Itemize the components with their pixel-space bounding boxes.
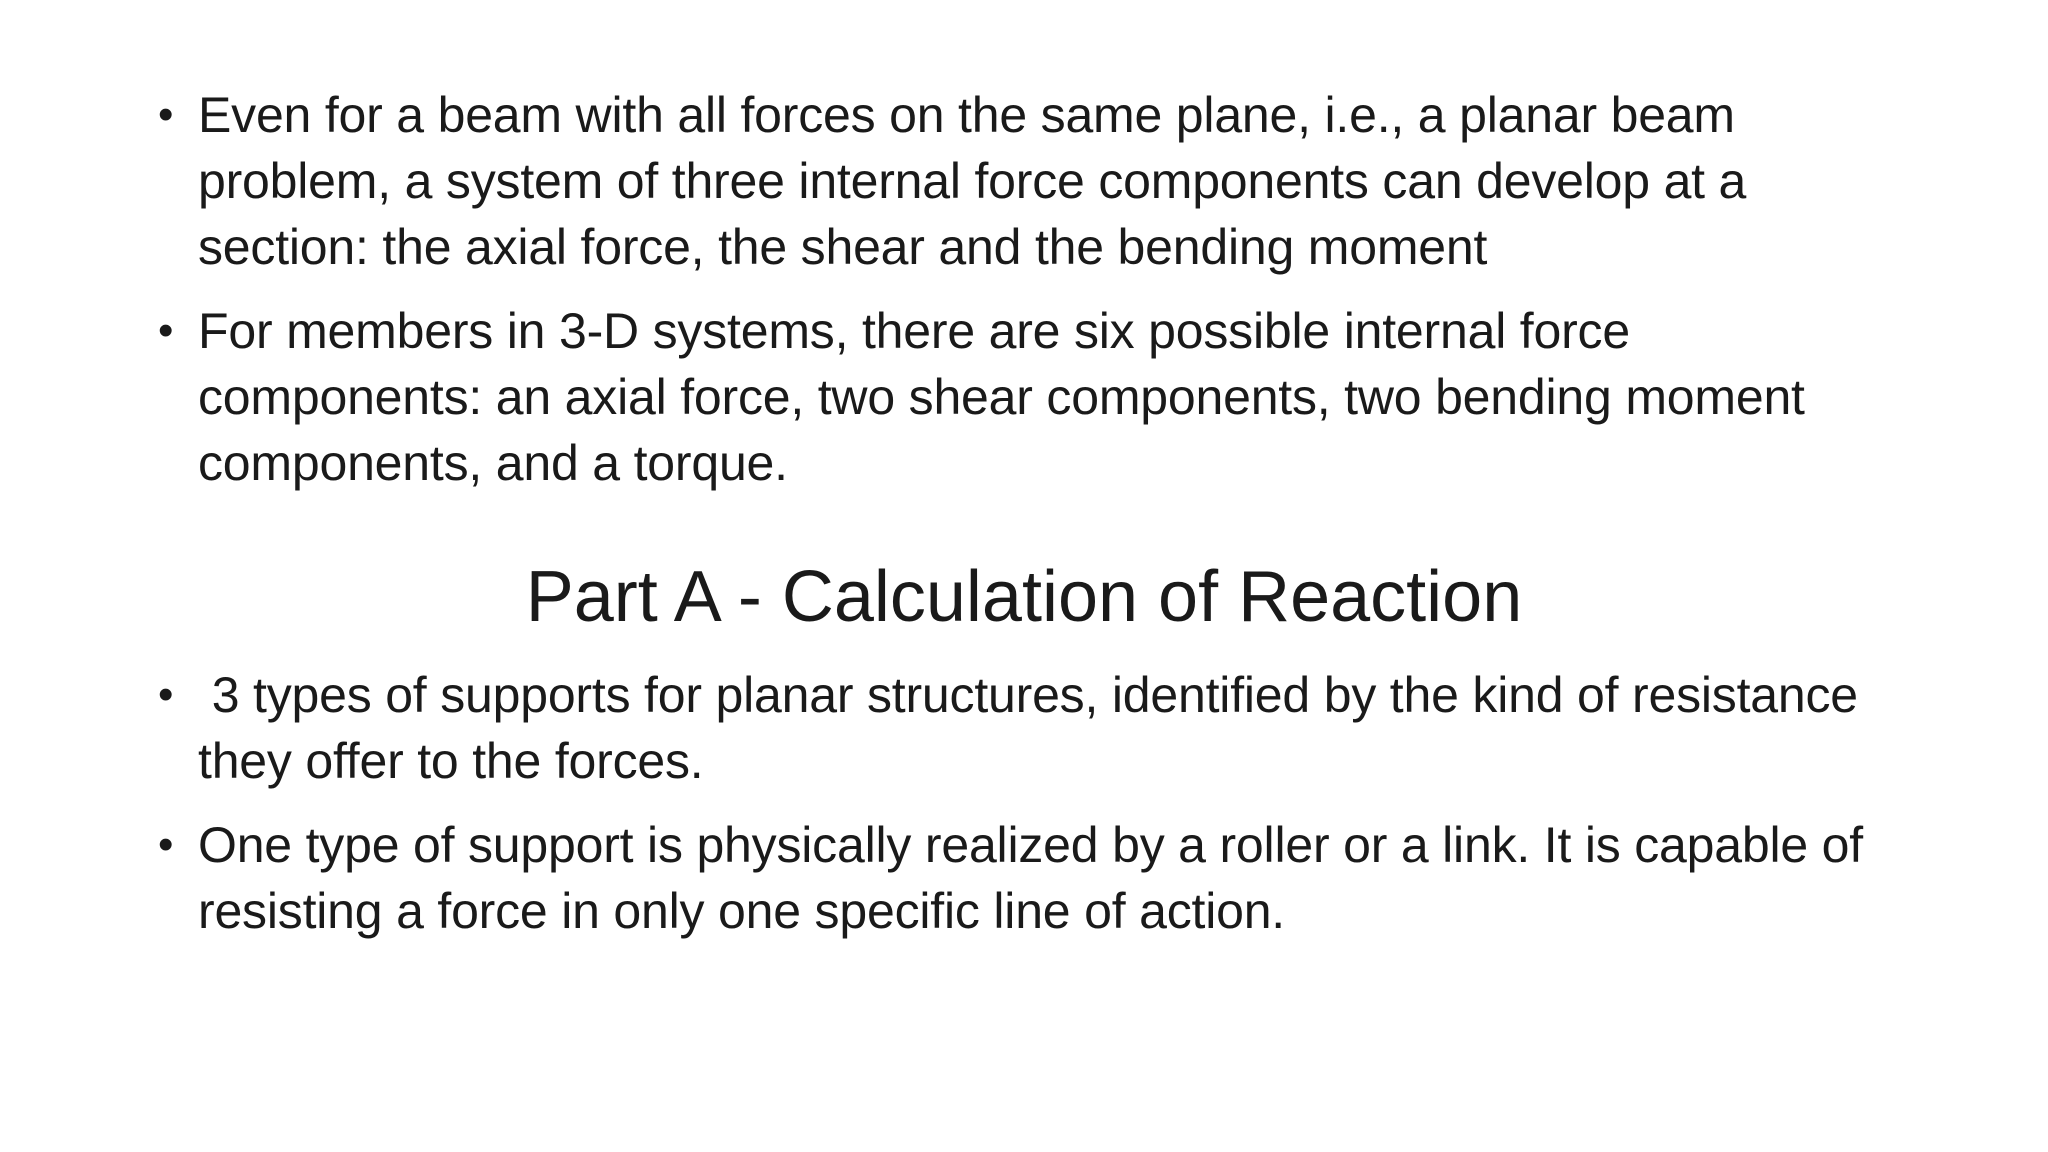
bullet-icon: •: [158, 90, 174, 139]
bullet-item-beam-forces: [158, 82, 1918, 280]
bottom-bullet-list: [158, 662, 1918, 962]
bullet-icon: •: [158, 820, 174, 869]
section-heading: Part A - Calculation of Reaction: [525, 557, 1523, 637]
top-bullet-list: [158, 82, 1918, 514]
bullet-icon: •: [158, 306, 174, 355]
bullet-item-3d-systems: [158, 298, 1918, 496]
bullet-icon: •: [158, 670, 174, 719]
bullet-text: 3 types of supports for planar structures, identified by the kind of resistance they offer to the forces.: [198, 667, 1872, 789]
bullet-item-support-types: [158, 662, 1918, 794]
bullet-text: For members in 3-D systems, there are six possible internal force components: an axial force, two shear components, two bending moment components, and a torque.: [198, 303, 1805, 491]
bullet-item-roller-link: [158, 812, 1918, 944]
bullet-text: Even for a beam with all forces on the same plane, i.e., a planar beam problem, a system of three internal force components can develop at a section: the axial force, the shear and the bending moment: [198, 87, 1747, 275]
bullet-text: One type of support is physically realized by a roller or a link. It is capable of resisting a force in only one specific line of action.: [198, 817, 1863, 939]
